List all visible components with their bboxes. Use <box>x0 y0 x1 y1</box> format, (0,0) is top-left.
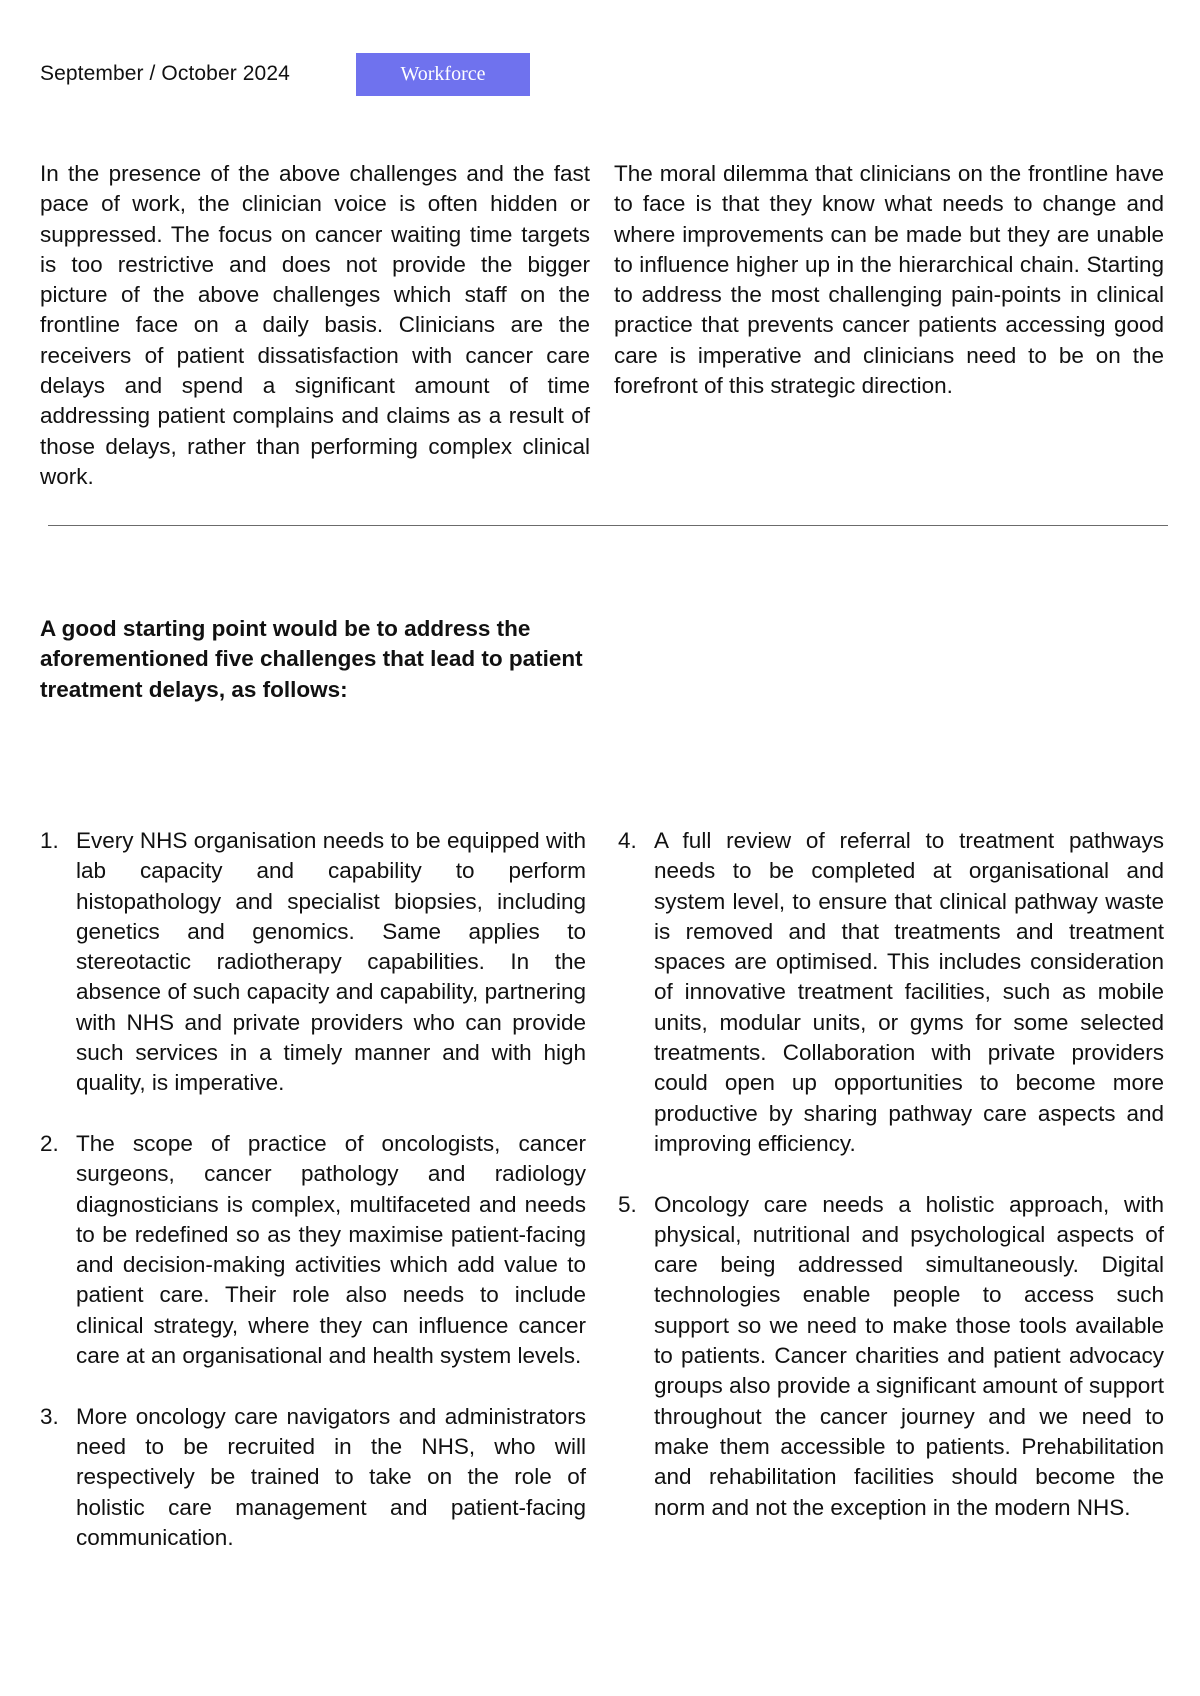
section-heading: A good starting point would be to address the aforementioned five challenges that lead to patient treatment delays, as follows: <box>40 616 583 702</box>
list-item-number: 5. <box>618 1191 637 1217</box>
list-item-number: 4. <box>618 828 637 853</box>
list-item-text: More oncology care navigators and administrators need to be recruited in the NHS, who will respectively be trained to take on the role of holistic care management and patient-facing communication. <box>76 1403 586 1550</box>
intro-paragraph-right: The moral dilemma that clinicians on the frontline have to face is that they know what needs to change and where improvements can be made but they are unable to influence higher up in the hierarchical chain. Starting to address the most challenging pain-points in clinical practice that prevents cancer patients accessing good care is imperative and clinicians need to be on the forefront of this strategic direction. <box>614 161 1164 399</box>
list-item <box>40 826 586 1099</box>
section-divider <box>48 525 1168 526</box>
list-item <box>40 1402 586 1553</box>
recommendations-list-left <box>40 826 586 1583</box>
intro-paragraph-left: In the presence of the above challenges and the fast pace of work, the clinician voice is often hidden or suppressed. The focus on cancer waiting time targets is too restrictive and does not provide the bigger picture of the above challenges which staff on the frontline face on a daily basis. Clinicians are the receivers of patient dissatisfaction with cancer care delays and spend a significant amount of time addressing patient complains and claims as a result of those delays, rather than performing complex clinical work. <box>40 161 590 489</box>
list-item-number: 2. <box>40 1130 59 1156</box>
section-badge: Workforce <box>356 53 530 96</box>
list-item-number: 3. <box>40 1403 59 1429</box>
list-item-text: Oncology care needs a holistic approach, with physical, nutritional and psychological aspects of care being addressed simultaneously. Digital technologies enable people to access such support so we need to make those tools available to patients. Cancer charities and patient advocacy groups also provide a significant amount of support throughout the cancer journey and we need to make them accessible to patients. Prehabilitation and rehabilitation facilities should become the norm and not the exception in the modern NHS. <box>654 1191 1164 1520</box>
page-header <box>40 52 290 96</box>
intro-column-left <box>40 159 590 492</box>
list-item-number: 1. <box>40 828 59 853</box>
intro-column-right <box>614 159 1164 401</box>
list-item-text: Every NHS organisation needs to be equipped with lab capacity and capability to perform histopathology and specialist biopsies, including genetics and genomics. Same applies to stereotactic radiotherapy capabilities. In the absence of such capacity and capability, partnering with NHS and private providers who can provide such services in a timely manner and with high quality, is imperative. <box>76 828 586 1096</box>
recommendations-list-right <box>618 826 1164 1553</box>
list-item-text: A full review of referral to treatment pathways needs to be completed at organisational and system level, to ensure that clinical pathway waste is removed and that treatments and treatment spaces are optimised. This includes consideration of innovative treatment facilities, such as mobile units, modular units, or gyms for some selected treatments. Collaboration with private providers could open up opportunities to become more productive by sharing pathway care aspects and improving efficiency. <box>654 828 1164 1156</box>
list-item-text: The scope of practice of oncologists, cancer surgeons, cancer pathology and radiology diagnosticians is complex, multifaceted and needs to be redefined so as they maximise patient-facing and decision-making activities which add value to patient care. Their role also needs to include clinical strategy, where they can influence cancer care at an organisational and health system levels. <box>76 1130 586 1369</box>
issue-date: September / October 2024 <box>40 62 290 85</box>
list-item <box>618 826 1164 1159</box>
list-item <box>618 1190 1164 1523</box>
list-item <box>40 1129 586 1371</box>
